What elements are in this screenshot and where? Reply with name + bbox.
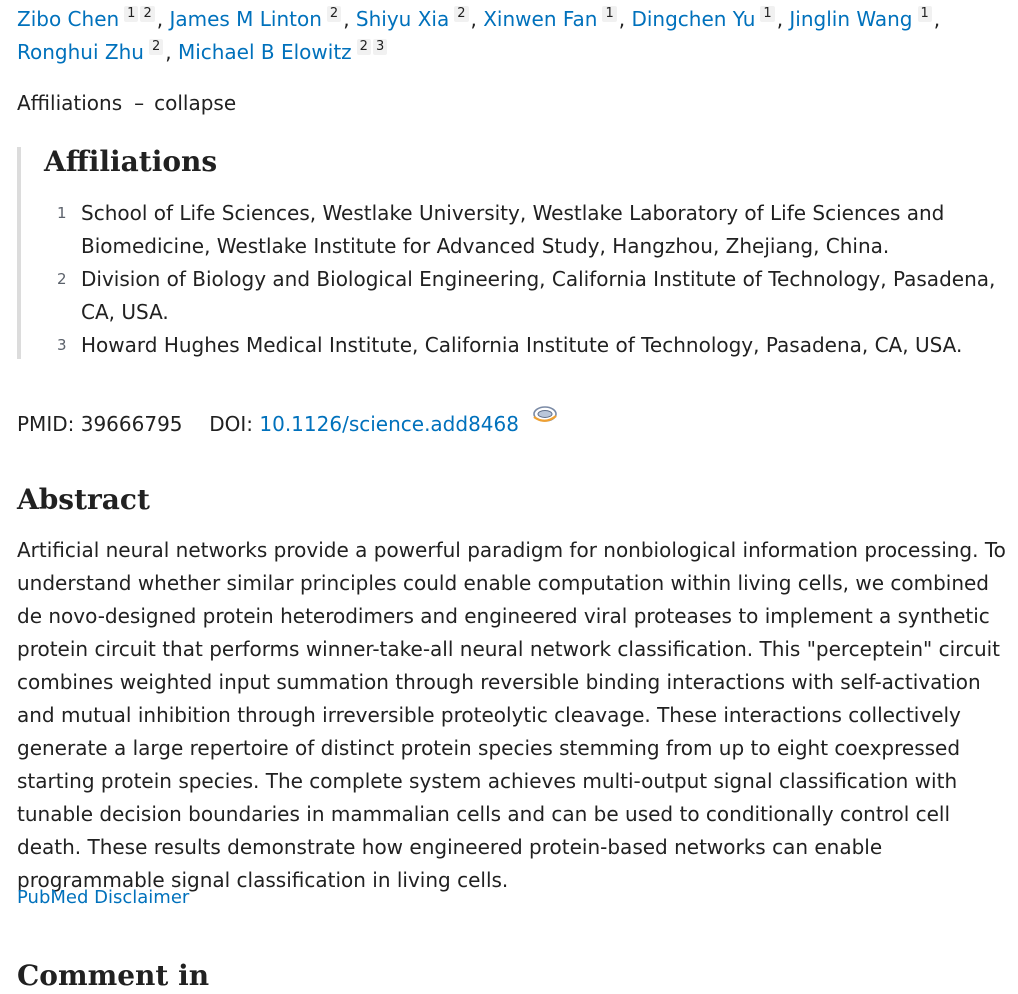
comment-in-heading: Comment in: [17, 959, 210, 992]
affiliation-refs: [918, 3, 934, 36]
affiliation-ref-badge[interactable]: 1: [760, 6, 774, 22]
author-link[interactable]: Dingchen Yu: [631, 7, 756, 31]
affiliation-refs: [454, 3, 470, 36]
affiliation-text: Howard Hughes Medical Institute, California Institute of Technology, Pasadena, CA, USA.: [81, 333, 963, 357]
author-separator: ,: [343, 7, 356, 31]
affiliation-text: School of Life Sciences, Westlake University, Westlake Laboratory of Life Sciences and Biomedicine, Westlake Institute for Advanced Study, Hangzhou, Zhejiang, China.: [81, 201, 945, 258]
author-separator: ,: [470, 7, 484, 31]
affiliation-refs: [602, 3, 618, 36]
author-link[interactable]: Xinwen Fan: [483, 7, 598, 31]
author-separator: ,: [156, 7, 170, 31]
affiliation-item: [47, 263, 1012, 329]
pmid-value: 39666795: [80, 412, 183, 436]
abstract-text: Artificial neural networks provide a powerful paradigm for nonbiological information processing. To understand whether similar principles could enable computation within living cells, we combined de novo-designed protein heterodimers and engineered viral proteases to implement a synthetic protein circuit that performs winner-take-all neural network classification. This "perceptein" circuit combines weighted input summation through reversible binding interactions with self-activation and mutual inhibition through irreversible proteolytic cleavage. These interactions collectively generate a large repertoire of distinct protein species stemming from up to eight coexpressed starting protein species. The complete system achieves multi-output signal classification with tunable decision boundaries in mammalian cells and can be used to conditionally control cell death. These results demonstrate how engineered protein-based networks can enable programmable signal classification in living cells.: [17, 538, 1006, 892]
affiliation-ref-badge[interactable]: 1: [124, 6, 138, 22]
author-link[interactable]: Ronghui Zhu: [17, 40, 144, 64]
affiliation-ref-badge[interactable]: 2: [327, 6, 341, 22]
author-list: [17, 3, 1007, 69]
article-identifiers: [17, 402, 559, 441]
author-link[interactable]: Shiyu Xia: [355, 7, 450, 31]
dash-icon: –: [134, 91, 145, 115]
abstract-heading: Abstract: [17, 483, 150, 516]
affiliation-refs: [149, 36, 165, 69]
affiliation-number: 1: [57, 204, 67, 222]
affiliation-ref-badge[interactable]: 2: [149, 39, 163, 55]
affiliation-ref-badge[interactable]: 1: [918, 6, 932, 22]
doi-label: DOI:: [209, 412, 254, 436]
author-separator: ,: [165, 40, 178, 64]
author-link[interactable]: James M Linton: [169, 7, 322, 31]
affiliation-item: [47, 197, 1012, 263]
affiliations-list: [47, 197, 1012, 362]
author-separator: ,: [618, 7, 632, 31]
author-separator: ,: [776, 7, 790, 31]
affiliation-ref-badge[interactable]: 3: [373, 39, 387, 55]
affiliation-ref-badge[interactable]: 1: [602, 6, 616, 22]
author-link[interactable]: Zibo Chen: [17, 7, 120, 31]
author-link[interactable]: Jinglin Wang: [789, 7, 913, 31]
affiliation-text: Division of Biology and Biological Engineering, California Institute of Technology, Pasadena, CA, USA.: [81, 267, 996, 324]
affiliation-item: [47, 329, 1012, 362]
affiliation-refs: [357, 36, 390, 69]
affiliations-collapse-link[interactable]: collapse: [154, 91, 237, 115]
affiliations-panel: [17, 147, 1011, 359]
pmid-label: PMID:: [17, 412, 75, 436]
affiliation-refs: [760, 3, 776, 36]
affiliations-heading: Affiliations: [44, 145, 218, 178]
pubmed-disclaimer-link[interactable]: PubMed Disclaimer: [17, 887, 190, 908]
affiliation-ref-badge[interactable]: 2: [357, 39, 371, 55]
affiliation-refs: [124, 3, 157, 36]
full-text-link-icon[interactable]: [531, 402, 559, 422]
affiliation-number: 2: [57, 270, 67, 288]
affiliation-refs: [327, 3, 343, 36]
affiliations-toggle-label: Affiliations: [17, 91, 123, 115]
affiliations-toggle[interactable]: [17, 88, 236, 118]
affiliation-number: 3: [57, 336, 67, 354]
affiliation-ref-badge[interactable]: 2: [140, 6, 154, 22]
author-separator: ,: [933, 7, 941, 31]
affiliation-ref-badge[interactable]: 2: [454, 6, 468, 22]
doi-link[interactable]: 10.1126/science.add8468: [259, 412, 519, 436]
author-link[interactable]: Michael B Elowitz: [177, 40, 352, 64]
